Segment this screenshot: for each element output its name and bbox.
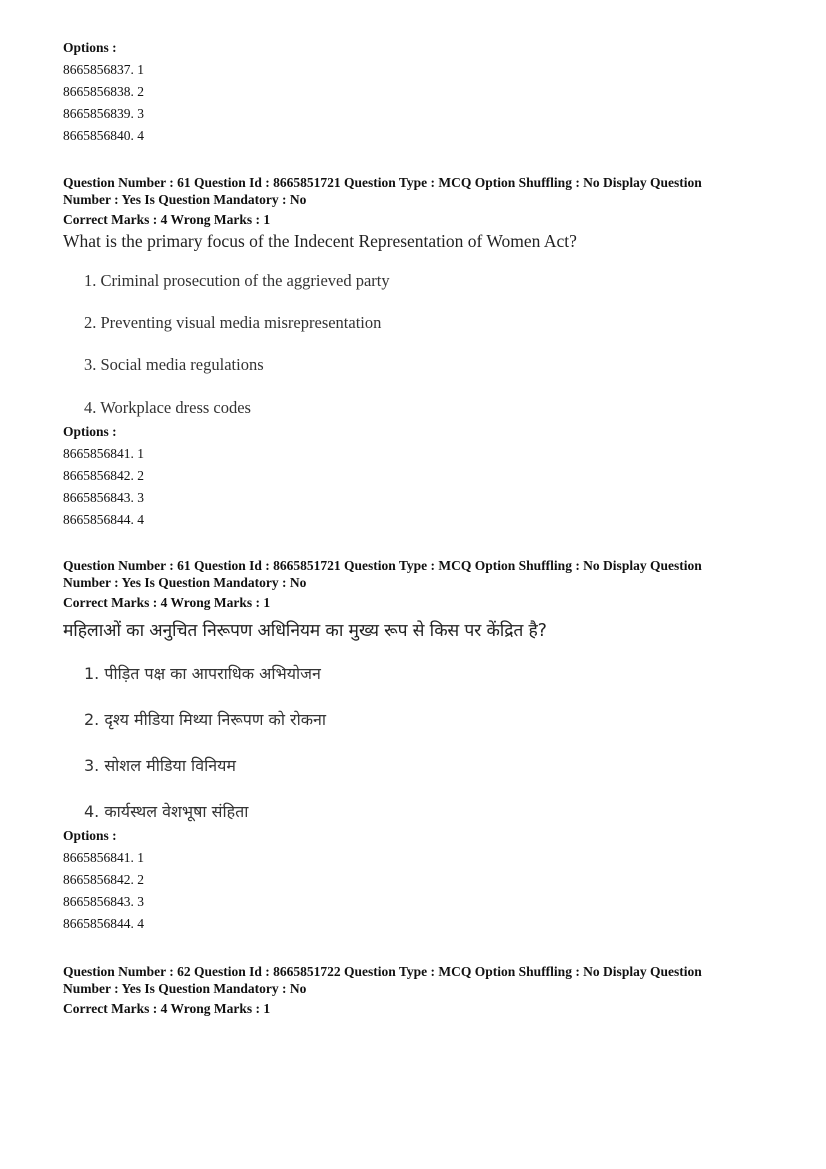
question-meta [63,174,768,228]
question-meta-line: Number : Yes Is Question Mandatory : No [63,981,307,996]
answer-choice: 2. Preventing visual media misrepresentation [84,313,382,332]
question-meta-line: Number : Yes Is Question Mandatory : No [63,192,307,207]
question-meta [63,963,768,1017]
question-meta-line: Question Number : 61 Question Id : 8665851721 Question Type : MCQ Option Shuffling : No Display Question [63,175,702,190]
question-meta-line: Question Number : 62 Question Id : 8665851722 Question Type : MCQ Option Shuffling : No Display Question [63,964,702,979]
answer-choice: 1. Criminal prosecution of the aggrieved party [84,271,390,290]
answer-choice: 3. सोशल मीडिया विनियम [84,756,236,775]
option-id: 8665856843. 3 [63,490,144,505]
answer-choice: 4. कार्यस्थल वेशभूषा संहिता [84,802,249,821]
option-id: 8665856837. 1 [63,62,144,77]
option-id: 8665856843. 3 [63,894,144,909]
options-label: Options : [63,40,117,55]
option-id: 8665856841. 1 [63,850,144,865]
option-id: 8665856842. 2 [63,468,144,483]
option-id: 8665856841. 1 [63,446,144,461]
question-meta [63,557,768,611]
marks-line: Correct Marks : 4 Wrong Marks : 1 [63,1001,271,1016]
options-label: Options : [63,828,117,843]
question-text: महिलाओं का अनुचित निरूपण अधिनियम का मुख्य रूप से किस पर केंद्रित है? [63,621,547,641]
option-id: 8665856839. 3 [63,106,144,121]
option-id: 8665856840. 4 [63,128,144,143]
marks-line: Correct Marks : 4 Wrong Marks : 1 [63,595,271,610]
answer-choice: 3. Social media regulations [84,355,264,374]
answer-choice: 1. पीड़ित पक्ष का आपराधिक अभियोजन [84,664,321,683]
options-label: Options : [63,424,117,439]
option-id: 8665856838. 2 [63,84,144,99]
answer-choice: 4. Workplace dress codes [84,398,251,417]
question-text: What is the primary focus of the Indecent Representation of Women Act? [63,231,577,251]
option-id: 8665856844. 4 [63,916,144,931]
question-meta-line: Question Number : 61 Question Id : 8665851721 Question Type : MCQ Option Shuffling : No Display Question [63,558,702,573]
option-id: 8665856842. 2 [63,872,144,887]
option-id: 8665856844. 4 [63,512,144,527]
marks-line: Correct Marks : 4 Wrong Marks : 1 [63,212,271,227]
answer-choice: 2. दृश्य मीडिया मिथ्या निरूपण को रोकना [84,710,327,729]
question-meta-line: Number : Yes Is Question Mandatory : No [63,575,307,590]
